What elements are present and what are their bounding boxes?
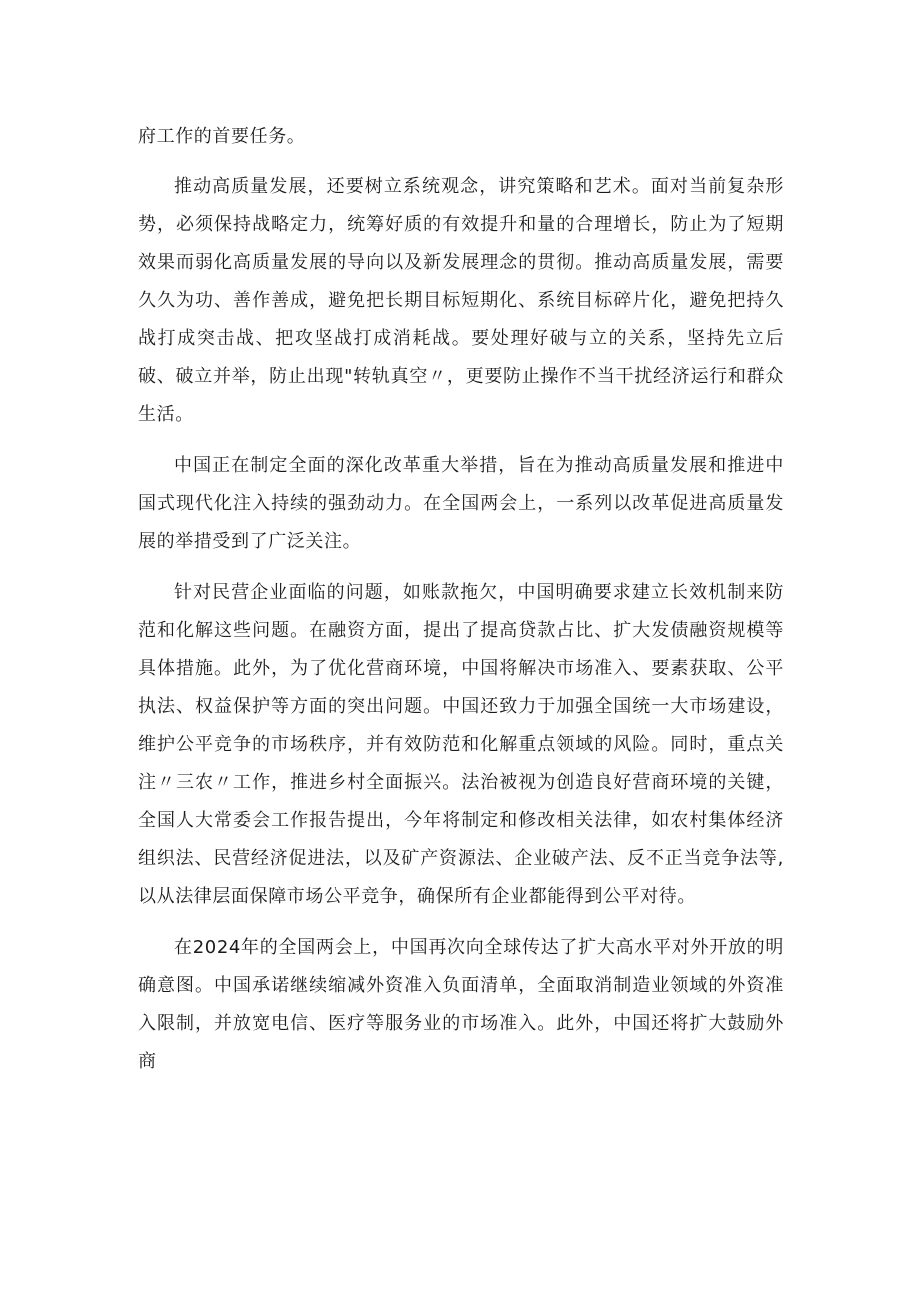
paragraph-continuation: 府工作的首要任务。 xyxy=(138,126,306,147)
paragraph-private-enterprise: 针对民营企业面临的问题，如账款拖欠，中国明确要求建立长效机制来防范和化解这些问题。在融资方面，提出了提高贷款占比、扩大发债融资规模等具体措施。此外，为了优化营商环境，中国将解决市场准入、要素获取、公平执法、权益保护等方面的突出问题。中国还致力于加强全国统一大市场建设，维护公平竞争的市场秩序，并有效防范和化解重点领域的风险。同时，重点关注〃三农〃工作，推进乡村全面振兴。法治被视为创造良好营商环境的关键，全国人大常委会工作报告提出，今年将制定和修改相关法律，如农村集体经济组织法、民营经济促进法，以及矿产资源法、企业破产法、反不正当竞争法等,以从法律层面保障市场公平竞争，确保所有企业都能得到公平对待。 xyxy=(138,582,784,907)
paragraph-reform-measures: 中国正在制定全面的深化改革重大举措，旨在为推动高质量发展和推进中国式现代化注入持续的强劲动力。在全国两会上，一系列以改革促进高质量发展的举措受到了广泛关注。 xyxy=(138,455,784,552)
document-body xyxy=(138,118,784,1094)
paragraph-opening-up: 在2024年的全国两会上，中国再次向全球传达了扩大高水平对外开放的明确意图。中国承诺继续缩减外资准入负面清单，全面取消制造业领域的外资准入限制，并放宽电信、医疗等服务业的市场准入。此外，中国还将扩大鼓励外商 xyxy=(138,937,784,1072)
paragraph-system-concept: 推动高质量发展，还要树立系统观念，讲究策略和艺术。面对当前复杂形势，必须保持战略定力，统筹好质的有效提升和量的合理增长，防止为了短期效果而弱化高质量发展的导向以及新发展理念的贯彻。推动高质量发展，需要久久为功、善作善成，避免把长期目标短期化、系统目标碎片化，避免把持久战打成突击战、把攻坚战打成消耗战。要处理好破与立的关系，坚持先立后破、破立并举，防止出现"转轨真空〃，更要防止操作不当干扰经济运行和群众生活。 xyxy=(138,176,784,425)
